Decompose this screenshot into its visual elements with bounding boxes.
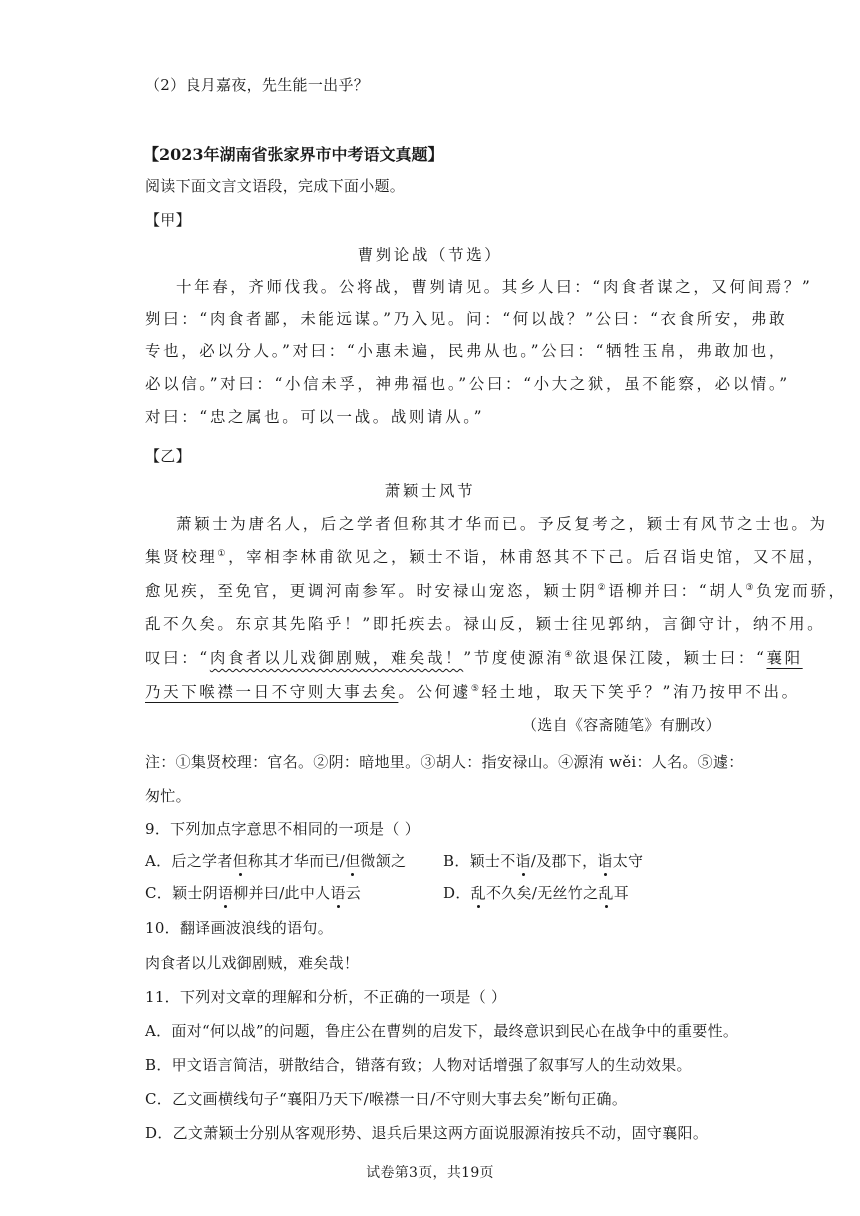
footnote-mark: ② <box>597 582 609 593</box>
question-11-stem: 11．下列对文章的理解和分析，不正确的一项是（ ） <box>145 988 507 1006</box>
yi-text: 语柳并曰：“胡人 <box>608 582 746 600</box>
yi-label: 【乙】 <box>145 447 191 465</box>
jia-line: 必以信。”对曰：“小信未孚，神弗福也。”公曰：“小大之狱，虽不能察，必以情。” <box>145 375 790 393</box>
yi-text: 愈见疾，至免官，更调河南参军。时安禄山宠恣，颖士阴 <box>145 582 598 600</box>
section-title: 【2023年湖南省张家界市中考语文真题】 <box>143 145 444 164</box>
footnote-mark: ① <box>217 548 229 559</box>
underlined-sentence: 襄阳 <box>766 649 803 667</box>
yi-text: 负宠而骄， <box>756 582 847 600</box>
instruction: 阅读下面文言文语段，完成下面小题。 <box>145 177 406 195</box>
question-11-option-b: B．甲文语言简洁，骈散结合，错落有致；人物对话增强了叙事写人的生动效果。 <box>145 1056 692 1074</box>
option-text: 柳并曰/此中人 <box>233 884 331 902</box>
yi-title: 萧颖士风节 <box>384 482 476 500</box>
option-text: A．后之学者 <box>145 852 233 870</box>
jia-title: 曹刿论战（节选） <box>357 246 503 264</box>
wavy-underlined-sentence: 肉食者以儿戏御剧贼，难矣哉！ <box>209 649 464 667</box>
jia-line: 专也，必以分人。”对曰：“小惠未遍，民弗从也。”公曰：“牺牲玉帛，弗敢加也， <box>145 342 787 360</box>
question-9-option-b <box>443 850 643 871</box>
question-11-option-c: C．乙文画横线句子“襄阳乃天下/喉襟一日/不守则大事去矣”断句正确。 <box>145 1090 628 1108</box>
underlined-sentence: 乃天下喉襟一日不守则大事去矣 <box>145 683 399 701</box>
question-11-option-d: D．乙文萧颖士分别从客观形势、退兵后果这两方面说服源洧按兵不动，固守襄阳。 <box>145 1124 709 1142</box>
question-11-option-a: A．面对“何以战”的问题，鲁庄公在曹刿的启发下，最终意识到民心在战争中的重要性。 <box>145 1022 739 1040</box>
dotted-char: 诣 <box>515 852 531 870</box>
question-10-sentence: 肉食者以儿戏御剧贼，难矣哉！ <box>145 954 360 972</box>
question-10-stem: 10．翻译画波浪线的语句。 <box>145 919 333 937</box>
yi-text: 欲退保江陵，颖士曰：“ <box>574 649 767 667</box>
notes-line: 匆忙。 <box>145 787 191 805</box>
option-text: 太守 <box>612 852 644 870</box>
question-9-option-a <box>145 850 406 871</box>
yi-text: 集贤校理 <box>145 548 218 566</box>
option-text: 微颔之 <box>360 852 407 870</box>
dotted-char: 语 <box>330 884 346 902</box>
source-citation: （选自《容斋随笔》有删改） <box>522 716 721 734</box>
yi-line: 萧颖士为唐名人，后之学者但称其才华而已。予反复考之，颖士有风节之士也。为 <box>176 515 828 533</box>
dotted-char: 乱 <box>470 884 486 902</box>
footnote-mark: ④ <box>564 649 575 660</box>
yi-text: ”节度使源洧 <box>463 649 565 667</box>
question-9-option-c <box>145 882 361 903</box>
yi-line <box>145 680 800 702</box>
previous-question-item: （2）良月嘉夜，先生能一出乎？ <box>145 76 370 94</box>
option-text: B．颖士不 <box>443 852 516 870</box>
option-text: D． <box>443 884 471 902</box>
dotted-char: 语 <box>217 884 234 902</box>
jia-line: 十年春，齐师伐我。公将战，曹刿请见。其乡人曰：“肉食者谋之，又何间焉？” <box>176 278 813 296</box>
page-footer: 试卷第3页，共19页 <box>366 1165 494 1181</box>
option-text: C．颖士阴 <box>145 884 218 902</box>
jia-line: 对曰：“忠之属也。可以一战。战则请从。” <box>145 408 485 426</box>
footnote-mark: ③ <box>745 582 757 593</box>
yi-text: 叹曰：“ <box>145 649 210 667</box>
jia-label: 【甲】 <box>145 211 191 229</box>
question-9-option-d <box>443 882 629 903</box>
dotted-char: 乱 <box>598 884 614 902</box>
option-text: 耳 <box>613 884 630 902</box>
yi-text: 。公何遽 <box>398 683 471 701</box>
notes-line: 注：①集贤校理：官名。②阴：暗地里。③胡人：指安禄山。④源洧 wěi：人名。⑤遽： <box>145 753 744 771</box>
yi-line <box>145 646 803 668</box>
dotted-char: 诣 <box>597 852 613 870</box>
yi-line: 乱不久矣。东京其先陷乎！”即托疾去。禄山反，颖士往见郭纳，言御守计，纳不用。 <box>145 615 826 633</box>
jia-line: 刿曰：“肉食者鄙，未能远谋。”乃入见。问：“何以战？”公曰：“衣食所安，弗敢 <box>145 310 788 328</box>
question-9-stem: 9．下列加点字意思不相同的一项是（ ） <box>145 820 421 838</box>
option-text: 云 <box>345 884 362 902</box>
yi-line <box>145 545 825 567</box>
yi-line <box>145 579 847 601</box>
option-text: 不久矣/无丝竹之 <box>485 884 599 902</box>
dotted-char: 但 <box>345 852 361 870</box>
yi-text: 轻土地，取天下笑乎？”洧乃按甲不出。 <box>481 683 800 701</box>
yi-text: ，宰相李林甫欲见之，颖士不诣，林甫怒其不下己。后召诣史馆，又不屈， <box>228 548 826 566</box>
option-text: /及郡下， <box>530 852 598 870</box>
footnote-mark: ⑤ <box>470 683 482 694</box>
option-text: 称其才华而已/ <box>247 852 346 870</box>
dotted-char: 但 <box>232 852 248 870</box>
